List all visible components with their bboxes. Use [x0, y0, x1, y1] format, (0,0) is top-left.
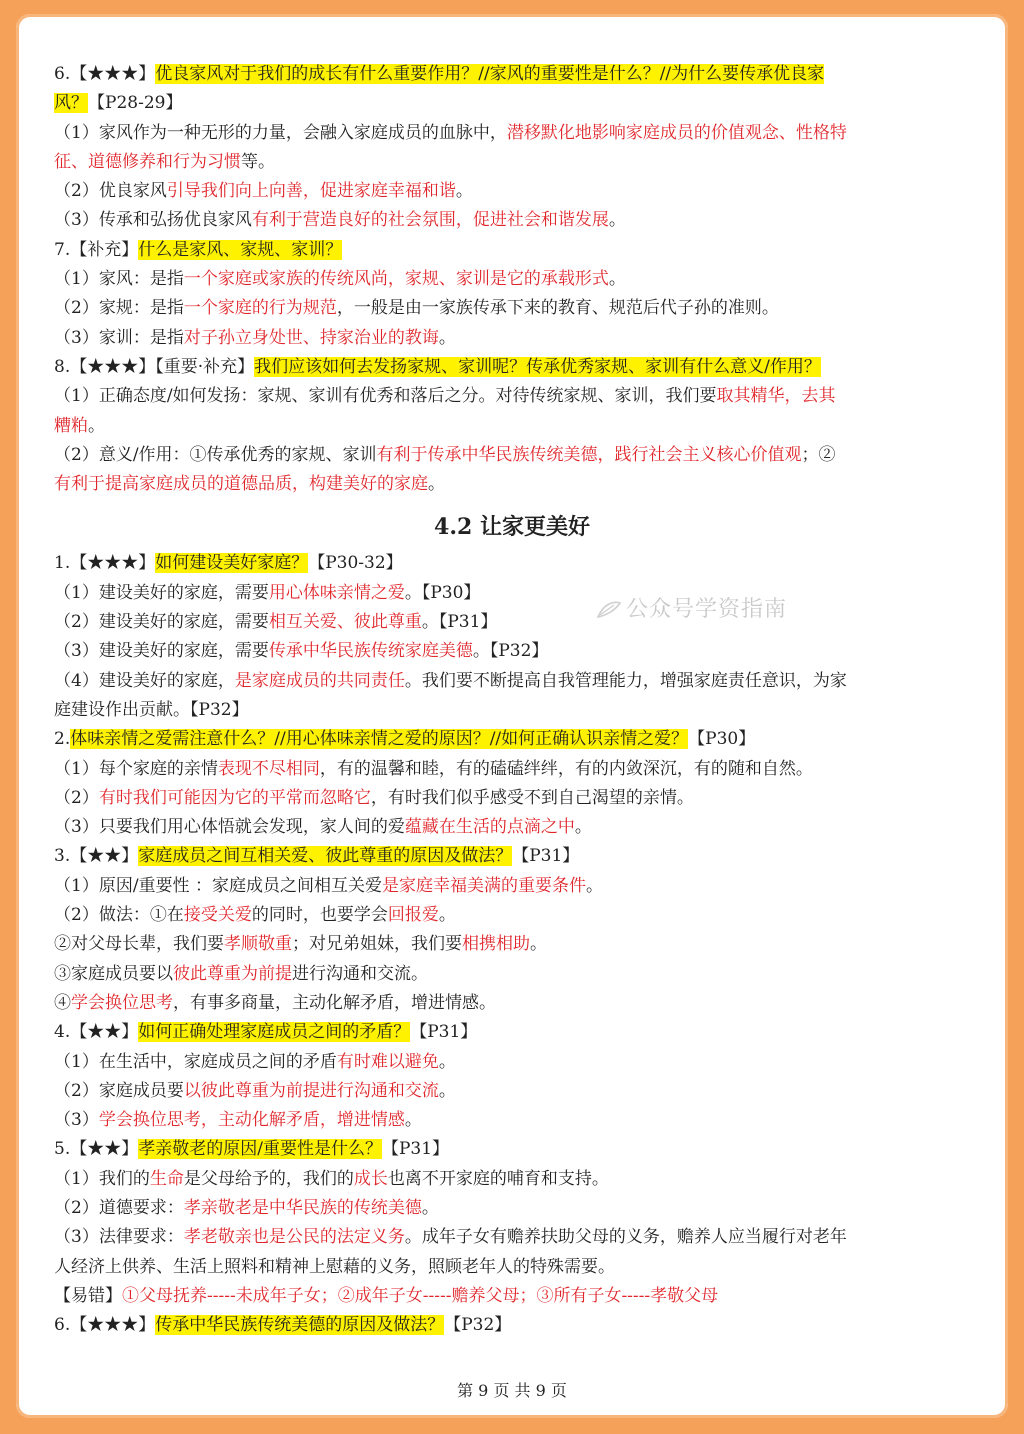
text-line	[54, 1311, 970, 1340]
key-point: 表现不尽相同	[217, 758, 320, 779]
key-point: 有时难以避免	[336, 1051, 439, 1072]
text-segment: ，一般是由一家族传承下来的教育、规范后代子孙的准则。	[336, 298, 779, 319]
text-segment: 【P30】	[688, 729, 756, 750]
text-segment: 。	[608, 269, 626, 290]
text-segment: ，有事多商量，主动化解矛盾，增进情感。	[173, 992, 496, 1013]
text-line	[54, 930, 970, 959]
text-segment: 【P32】	[444, 1315, 512, 1336]
text-line	[54, 725, 970, 754]
text-segment: （3）传承和弘扬优良家风	[54, 210, 252, 231]
text-segment: 。【P30】	[404, 582, 481, 603]
highlighted-question: 我们应该如何去发扬家规、家训呢？传承优秀家规、家训有什么意义/作用？	[254, 356, 821, 377]
text-line	[54, 960, 970, 989]
text-segment: 。	[455, 181, 473, 202]
text-line	[54, 637, 970, 666]
text-segment: 等。	[241, 151, 275, 172]
highlighted-question: 孝亲敬老的原因/重要性是什么？	[138, 1139, 382, 1160]
text-segment: 。	[404, 1110, 422, 1131]
text-segment: （1）在生活中，家庭成员之间的矛盾	[54, 1051, 337, 1072]
text-segment: 。	[585, 875, 603, 896]
key-point: 有时我们可能因为它的平常而忽略它	[98, 787, 371, 808]
highlighted-question: 如何正确处理家庭成员之间的矛盾？	[138, 1022, 411, 1043]
text-line	[54, 549, 970, 578]
text-segment: 。【P32】	[472, 641, 549, 662]
text-segment: 。	[421, 1197, 439, 1218]
key-point: 孝老敬亲也是公民的法定义务	[183, 1227, 405, 1248]
text-line	[54, 1282, 970, 1311]
highlighted-question: 如何建设美好家庭？	[155, 553, 309, 574]
text-segment: 。	[428, 474, 445, 495]
text-segment: 。	[438, 327, 456, 348]
watermark-text: 公众号学资指南	[626, 597, 788, 622]
text-line	[54, 294, 970, 323]
text-segment: 【P31】	[512, 846, 580, 867]
highlighted-question: 什么是家风、家规、家训？	[138, 239, 343, 260]
text-segment: （1）正确态度/如何发扬：家规、家训有优秀和落后之分。对待传统家规、家训，我们要	[54, 386, 717, 407]
text-segment: 是父母给予的，我们的	[183, 1168, 354, 1189]
text-segment: 。	[438, 1051, 456, 1072]
text-segment: 7.【补充】	[54, 239, 139, 260]
text-segment: 人经济上供养、生活上照料和精神上慰藉的义务，照顾老年人的特殊需要。	[54, 1256, 615, 1277]
text-segment: 6.【★★★】	[54, 1315, 156, 1336]
text-line	[54, 89, 970, 118]
text-line	[54, 119, 970, 148]
text-segment: （2）家庭成员要	[54, 1080, 184, 1101]
text-line	[54, 1253, 970, 1282]
section-title: 4.2 让家更美好	[434, 514, 590, 541]
text-line	[54, 470, 970, 499]
text-segment: 1.【★★★】	[54, 553, 156, 574]
text-line	[54, 667, 970, 696]
text-segment: ；②	[801, 444, 836, 465]
text-line	[54, 1135, 970, 1164]
text-segment: 。	[438, 905, 456, 926]
leaf-icon	[596, 599, 622, 621]
text-segment: （1）建设美好的家庭，需要	[54, 582, 269, 603]
text-line	[54, 148, 970, 177]
text-segment: 也离不开家庭的哺育和支持。	[387, 1168, 609, 1189]
text-segment: （3）家训：是指	[54, 327, 184, 348]
text-line	[54, 872, 970, 901]
key-point: 取其精华，去其	[716, 386, 836, 407]
text-line	[54, 324, 970, 353]
text-segment: 庭建设作出贡献。【P32】	[54, 699, 249, 720]
text-segment: （2）道德要求：	[54, 1197, 184, 1218]
document-page	[16, 14, 1008, 1418]
text-segment: 4.【★★】	[54, 1022, 139, 1043]
text-line	[54, 579, 970, 608]
text-segment: 【P28-29】	[88, 93, 183, 114]
key-point: 接受关爱	[183, 905, 252, 926]
key-point: 一个家庭或家族的传统风尚，家规、家训是它的承载形式	[183, 269, 609, 290]
text-segment: （3）只要我们用心体悟就会发现，家人间的爱	[54, 817, 405, 838]
highlighted-question: 传承中华民族传统美德的原因及做法？	[155, 1315, 445, 1336]
text-segment: （2）	[54, 787, 99, 808]
text-line	[54, 1165, 970, 1194]
text-line	[54, 1223, 970, 1252]
text-line	[54, 696, 970, 725]
text-segment: （1）家风：是指	[54, 269, 184, 290]
text-segment: ，有的温馨和睦，有的磕磕绊绊，有的内敛深沉，有的随和自然。	[319, 758, 813, 779]
text-segment: 5.【★★】	[54, 1139, 139, 1160]
text-line	[54, 755, 970, 784]
text-segment: 。	[438, 1080, 456, 1101]
text-line	[54, 1194, 970, 1223]
text-line	[54, 1077, 970, 1106]
text-segment: 【P31】	[381, 1139, 450, 1160]
text-segment: （1）家风作为一种无形的力量，会融入家庭成员的血脉中，	[54, 122, 507, 143]
text-line	[54, 382, 970, 411]
text-segment: ④	[54, 992, 71, 1013]
text-segment: 的同时，也要学会	[251, 905, 388, 926]
text-segment: 。成年子女有赡养扶助父母的义务，赡养人应当履行对老年	[404, 1227, 847, 1248]
text-segment: 2.	[54, 729, 71, 750]
key-point: 用心体味亲情之爱	[268, 582, 405, 603]
text-segment: 。	[608, 210, 626, 231]
text-segment: ，有时我们似乎感受不到自己渴望的亲情。	[370, 787, 694, 808]
highlighted-question: 优良家风对于我们的成长有什么重要作用？//家风的重要性是什么？//为什么要传承优良家	[155, 64, 825, 84]
key-point: 成长	[353, 1168, 388, 1189]
text-line	[54, 265, 970, 294]
highlighted-question: 体味亲情之爱需注意什么？//用心体味亲情之爱的原因？//如何正确认识亲情之爱？	[70, 729, 689, 750]
text-segment: 。	[530, 934, 547, 955]
text-segment: 【易错】	[54, 1285, 122, 1306]
key-point: 以彼此尊重为前提进行沟通和交流	[183, 1080, 439, 1101]
key-point: 是家庭幸福美满的重要条件	[381, 875, 586, 896]
text-line	[54, 989, 970, 1018]
key-point: 彼此尊重为前提	[173, 963, 292, 984]
key-point: 相互关爱、彼此尊重	[268, 612, 422, 633]
key-point: 征、道德修养和行为习惯	[54, 151, 241, 172]
text-segment: （2）意义/作用：①传承优秀的家规、家训	[54, 444, 377, 465]
key-point: 传承中华民族传统家庭美德	[268, 641, 473, 662]
document-body	[54, 60, 970, 1340]
text-line	[54, 1106, 970, 1135]
text-segment: 。【P31】	[421, 612, 498, 633]
key-point: 回报爱	[387, 905, 439, 926]
text-segment: （4）建设美好的家庭，	[54, 670, 235, 691]
key-point: 学会换位思考，主动化解矛盾，增进情感	[98, 1110, 405, 1131]
text-segment: （2）建设美好的家庭，需要	[54, 612, 269, 633]
text-segment: 。	[88, 415, 105, 436]
text-segment: 。我们要不断提高自我管理能力，增强家庭责任意识，为家	[404, 670, 847, 691]
text-segment: （1）我们的	[54, 1168, 150, 1189]
text-segment: （2）优良家风	[54, 181, 167, 202]
key-point: 相携相助	[462, 934, 530, 955]
text-line	[54, 236, 970, 265]
key-point: 孝顺敬重	[224, 934, 292, 955]
key-point: 有利于营造良好的社会氛围，促进社会和谐发展	[251, 210, 609, 231]
watermark	[596, 592, 787, 623]
key-point: 学会换位思考	[71, 992, 173, 1013]
text-segment: ②对父母长辈，我们要	[54, 934, 224, 955]
key-point: 是家庭成员的共同责任	[234, 670, 405, 691]
text-line	[54, 1018, 970, 1047]
text-line	[54, 784, 970, 813]
text-line	[54, 441, 970, 470]
text-line	[54, 813, 970, 842]
text-line	[54, 60, 970, 89]
text-line	[54, 177, 970, 206]
text-segment: ③家庭成员要以	[54, 963, 173, 984]
key-point: ①父母抚养-----未成年子女；②成年子女-----赡养父母；③所有子女-----孝敬父母	[122, 1285, 719, 1306]
text-line	[54, 206, 970, 235]
key-point: 有利于提高家庭成员的道德品质，构建美好的家庭	[54, 474, 428, 495]
text-segment: （1）原因/重要性 ：家庭成员之间相互关爱	[54, 875, 382, 896]
text-segment: 【P31】	[410, 1022, 478, 1043]
key-point: 孝亲敬老是中华民族的传统美德	[183, 1197, 422, 1218]
text-line	[54, 1048, 970, 1077]
text-line	[54, 353, 970, 382]
text-segment: 进行沟通和交流。	[292, 963, 428, 984]
highlighted-question: 风？	[54, 93, 88, 114]
text-segment: （2）做法：①在	[54, 905, 184, 926]
text-segment: （1）每个家庭的亲情	[54, 758, 218, 779]
key-point: 引导我们向上向善，促进家庭幸福和谐	[166, 181, 456, 202]
text-line	[54, 608, 970, 637]
text-segment: （3）建设美好的家庭，需要	[54, 641, 269, 662]
page-footer: 第 9 页 共 9 页	[457, 1381, 567, 1400]
text-line	[54, 842, 970, 871]
key-point: 一个家庭的行为规范	[183, 298, 337, 319]
text-segment: ；对兄弟姐妹，我们要	[292, 934, 462, 955]
text-segment: 。	[574, 817, 592, 838]
key-point: 蕴藏在生活的点滴之中	[404, 817, 575, 838]
key-point: 有利于传承中华民族传统美德，践行社会主义核心价值观	[376, 444, 802, 465]
highlighted-question: 家庭成员之间互相关爱、彼此尊重的原因及做法？	[138, 846, 513, 867]
text-segment: 3.【★★】	[54, 846, 139, 867]
key-point: 糟粕	[54, 415, 88, 436]
text-segment: （3）	[54, 1110, 99, 1131]
text-line	[54, 412, 970, 441]
key-point: 生命	[149, 1168, 184, 1189]
text-segment: 6.【★★★】	[54, 64, 156, 84]
text-segment: （3）法律要求：	[54, 1227, 184, 1248]
key-point: 潜移默化地影响家庭成员的价值观念、性格特	[506, 122, 847, 143]
text-segment: （2）家规：是指	[54, 298, 184, 319]
text-segment: 【P30-32】	[308, 553, 403, 574]
text-segment: 8.【★★★】【重要·补充】	[54, 356, 255, 377]
text-line	[54, 901, 970, 930]
key-point: 对子孙立身处世、持家治业的教诲	[183, 327, 439, 348]
